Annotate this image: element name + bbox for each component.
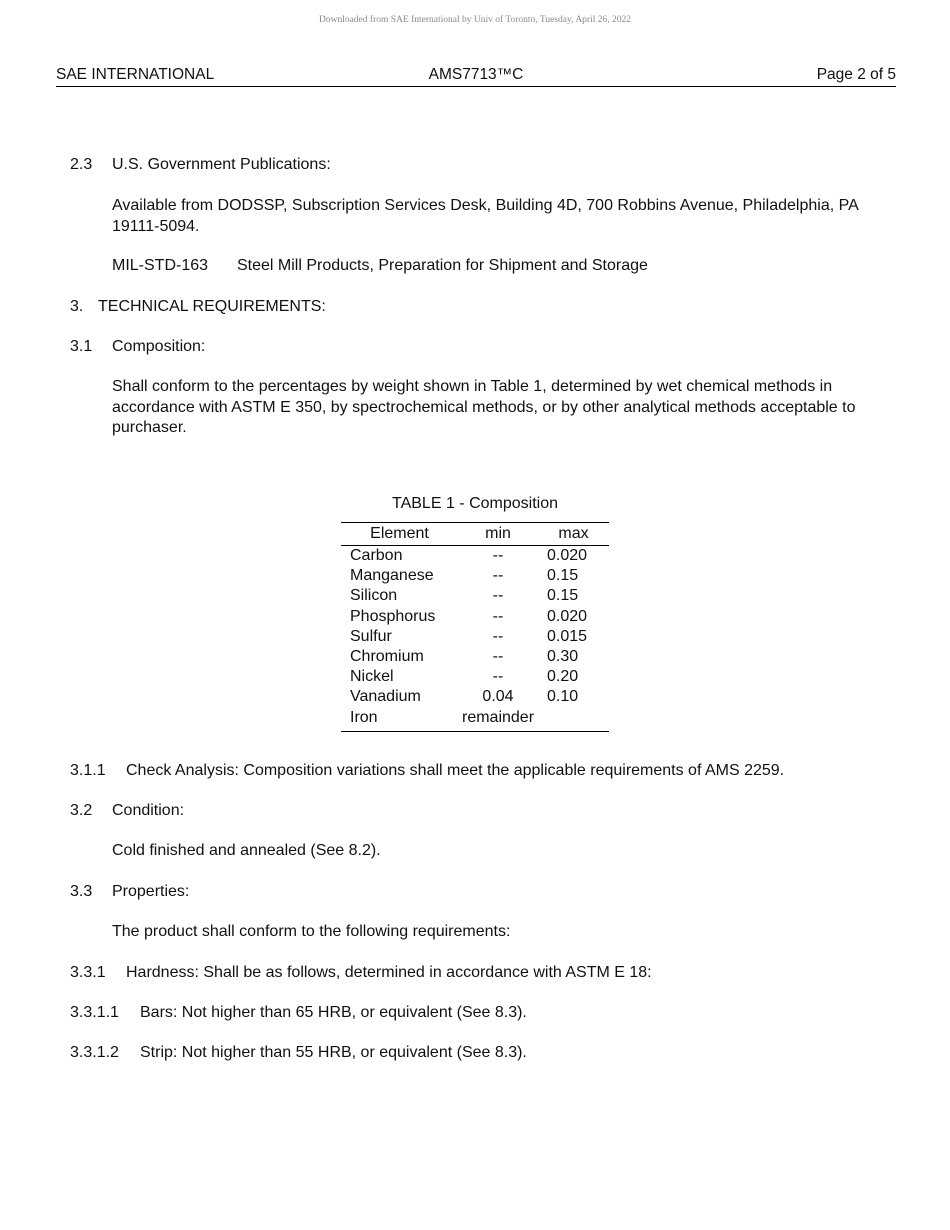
section-3-3-1-2-number: 3.3.1.2 (70, 1044, 119, 1061)
table-row (341, 708, 609, 732)
element-cell: Carbon (350, 547, 403, 565)
section-3-2-number: 3.2 (70, 802, 93, 819)
section-2-3-text: Available from DODSSP, Subscription Services Desk, Building 4D, 700 Robbins Avenue, Philadelphia, PA 19111-5094. (112, 197, 858, 235)
max-cell: 0.20 (547, 668, 579, 686)
element-cell: Sulfur (350, 627, 392, 645)
table-header-row (341, 523, 609, 546)
element-cell: Nickel (350, 668, 394, 686)
page-header (56, 66, 896, 87)
min-cell: -- (492, 567, 504, 585)
download-watermark: Downloaded from SAE International by Univ of Toronto, Tuesday, April 26, 2022 (318, 15, 631, 25)
section-3-1-1-number: 3.1.1 (70, 762, 106, 779)
element-cell: Silicon (350, 587, 398, 605)
min-cell: remainder (458, 708, 538, 732)
element-cell: Manganese (350, 567, 434, 585)
document-number: AMS7713™C (428, 66, 524, 83)
element-cell: Phosphorus (350, 607, 436, 625)
max-cell (538, 708, 609, 732)
section-3-3-number: 3.3 (70, 883, 93, 900)
composition-table (341, 522, 609, 732)
table-row (341, 667, 609, 687)
reference-code: MIL-STD-163 (112, 257, 209, 274)
section-3-3-1-2-text: Strip: Not higher than 55 HRB, or equivalent (See 8.3). (140, 1044, 527, 1061)
section-3-2-text: Cold finished and annealed (See 8.2). (112, 842, 381, 859)
element-cell: Chromium (350, 648, 424, 666)
max-cell: 0.15 (547, 587, 579, 605)
table-row (341, 647, 609, 667)
max-cell: 0.30 (547, 648, 579, 666)
table-row (341, 566, 609, 586)
reference-title: Steel Mill Products, Preparation for Shipment and Storage (237, 257, 648, 274)
page-number: Page 2 of 5 (816, 66, 896, 83)
section-2-3-number: 2.3 (70, 156, 93, 173)
publisher-name: SAE INTERNATIONAL (56, 66, 215, 83)
section-3-3-1-1-text: Bars: Not higher than 65 HRB, or equivalent (See 8.3). (140, 1004, 527, 1021)
section-3-3-1-text: Hardness: Shall be as follows, determined in accordance with ASTM E 18: (126, 964, 652, 981)
element-cell: Iron (341, 708, 458, 732)
max-cell: 0.10 (547, 688, 579, 706)
table-row (341, 586, 609, 606)
min-cell: -- (492, 627, 504, 645)
min-cell: -- (492, 587, 504, 605)
min-cell: 0.04 (482, 688, 514, 706)
min-cell: -- (492, 648, 504, 666)
min-cell: -- (492, 668, 504, 686)
table-row (341, 546, 609, 567)
max-cell: 0.020 (547, 607, 588, 625)
element-cell: Vanadium (350, 688, 421, 706)
table-row (341, 687, 609, 707)
table-1-title: TABLE 1 - Composition (392, 495, 558, 512)
min-cell: -- (492, 547, 504, 565)
section-3-2-title: Condition: (112, 802, 185, 819)
column-header-min: min (458, 523, 538, 546)
section-3-3-title: Properties: (112, 883, 190, 900)
section-3-3-1-1-number: 3.3.1.1 (70, 1004, 119, 1021)
table-row (341, 627, 609, 647)
section-3-1-number: 3.1 (70, 338, 93, 355)
section-3-title: TECHNICAL REQUIREMENTS: (98, 298, 326, 315)
max-cell: 0.020 (547, 547, 588, 565)
column-header-max: max (538, 523, 609, 546)
section-3-1-text: Shall conform to the percentages by weight shown in Table 1, determined by wet chemical methods in accordance with ASTM E 350, by spectrochemical methods, or by other analytical methods acceptable to purchaser. (112, 378, 856, 436)
section-3-3-text: The product shall conform to the following requirements: (112, 923, 511, 940)
section-3-1-title: Composition: (112, 338, 206, 355)
section-3-1-1-text: Check Analysis: Composition variations shall meet the applicable requirements of AMS 2259. (126, 762, 785, 779)
section-3-number: 3. (70, 298, 84, 315)
section-3-3-1-number: 3.3.1 (70, 964, 106, 981)
table-row (341, 607, 609, 627)
max-cell: 0.015 (547, 627, 588, 645)
min-cell: -- (492, 607, 504, 625)
max-cell: 0.15 (547, 567, 579, 585)
section-2-3-title: U.S. Government Publications: (112, 156, 331, 173)
column-header-element: Element (341, 523, 458, 546)
